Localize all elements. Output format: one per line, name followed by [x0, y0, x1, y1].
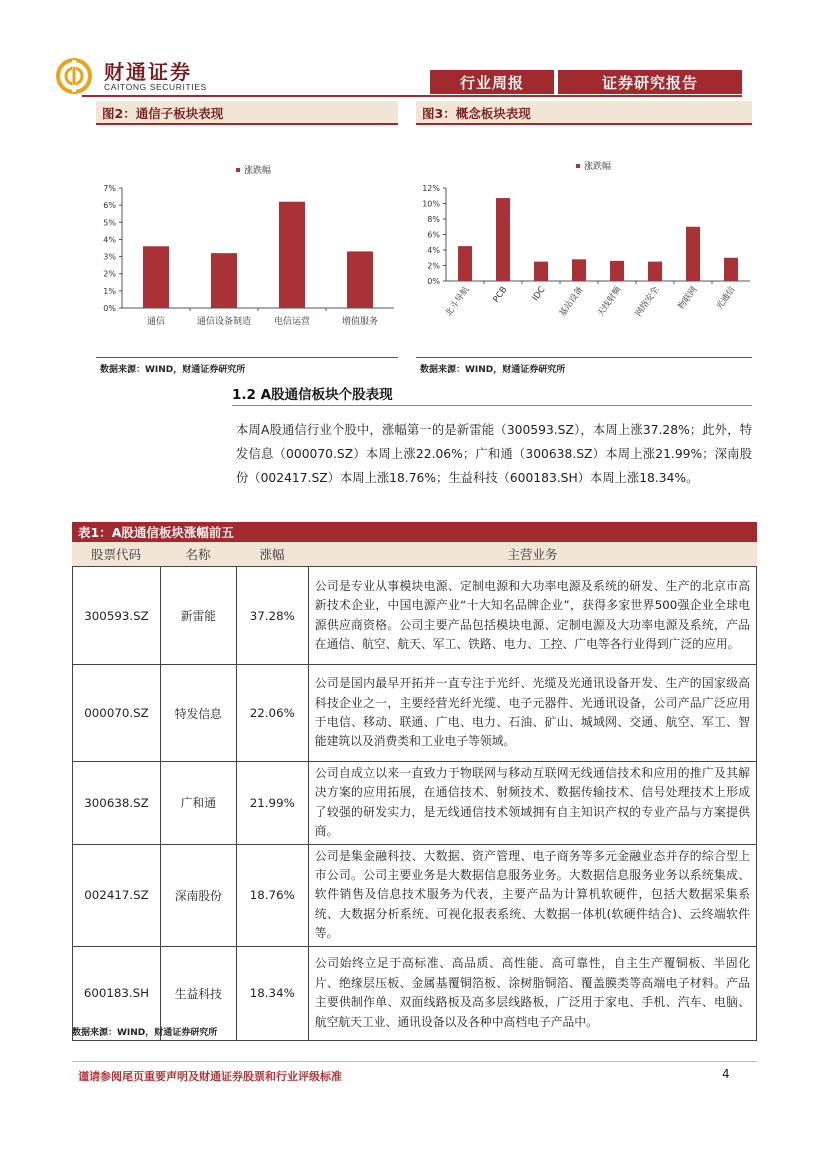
x-tick-label: 电信运营: [273, 317, 311, 327]
row-business: 公司自成立以来一直致力于物联网与移动互联网无线通信技术和应用的推广及其解决方案的应用拓展，在通信技术、射频技术、数据传输技术、信号处理技术上形成了较强的研发实力，是无线通信技术领域拥有自主知识产权的专业产品与方案提供商。: [308, 762, 756, 845]
footer-disclaimer: 谨请参阅尾页重要声明及财通证券股票和行业评级标准: [78, 1070, 342, 1083]
row-code: 300593.SZ: [73, 567, 161, 665]
x-tick-label: 北斗导航: [443, 284, 472, 319]
row-business: 公司是国内最早开拓并一直专注于光纤、光缆及光通讯设备开发、生产的国家级高科技企业之一，主要经营光纤光缆、电子元器件、光通讯设备，公司产品广泛应用于电信、移动、联通、广电、电力、石油、矿山、城域网、交通、航空、军工、智能建筑以及消费类和工业电子等领域。: [308, 665, 756, 762]
y-tick-label: 6%: [427, 230, 440, 240]
header-divider: [82, 95, 742, 97]
table-row: [73, 762, 757, 845]
row-change: 18.34%: [236, 946, 308, 1040]
figure3-title: [416, 101, 752, 125]
table-row: [73, 665, 757, 762]
x-tick-label: 通信设备制造: [196, 317, 252, 327]
row-name: 新雷能: [160, 567, 236, 665]
table-row: [73, 844, 757, 946]
row-business: 公司是专业从事模块电源、定制电源和大功率电源及系统的研发、生产的北京市高新技术企业，中国电源产业“十大知名品牌企业”，获得多家世界500强企业全球电源供应商资格。公司主要产品包括模块电源、定制电源及大功率电源及系统，产品在通信、航空、航天、军工、铁路、电力、工控、广电等各行业得到广泛的应用。: [308, 567, 756, 665]
y-tick-label: 4%: [103, 235, 116, 245]
y-tick-label: 0%: [427, 277, 440, 286]
row-change: 21.99%: [236, 762, 308, 845]
row-name: 深南股份: [160, 844, 236, 946]
x-tick-label: 基站设备: [557, 284, 586, 319]
row-change: 18.76%: [236, 844, 308, 946]
y-tick-label: 0%: [103, 304, 116, 313]
figure2-source-line: [96, 357, 398, 358]
y-tick-label: 6%: [103, 201, 116, 211]
x-tick-label: 增值服务: [341, 317, 379, 327]
bar: [610, 261, 624, 281]
header-tab-weekly: 行业周报: [430, 70, 554, 94]
y-tick-label: 5%: [103, 218, 116, 228]
row-name: 特发信息: [160, 665, 236, 762]
figure2-title-text: 图2：通信子板块表现: [102, 106, 224, 121]
section-paragraph: 本周A股通信行业个股中，涨幅第一的是新雷能（300593.SZ），本周上涨37.28%；此外，特发信息（000070.SZ）本周上涨22.06%；广和通（300638.SZ）本周上涨21.99%；深南股份（002417.SZ）本周上涨18.76%；生益科技（600183.SH）本周上涨18.34%。: [236, 423, 752, 485]
row-code: 600183.SH: [73, 946, 161, 1040]
y-tick-label: 2%: [103, 269, 116, 279]
x-tick-label: 通信: [146, 317, 166, 327]
figure2-chart: [96, 150, 398, 350]
row-change: 37.28%: [236, 567, 308, 665]
figure2-source: 数据来源：WIND，财通证券研究所: [100, 365, 246, 375]
bar: [347, 251, 373, 308]
y-tick-label: 1%: [103, 286, 116, 296]
bar: [496, 198, 510, 281]
table-source: 数据来源：WIND，财通证券研究所: [72, 1028, 218, 1038]
x-tick-label: PCB: [491, 284, 510, 305]
legend-swatch: [236, 168, 240, 172]
legend-swatch: [576, 164, 580, 168]
y-tick-label: 8%: [427, 215, 440, 224]
company-name-en: CAITONG SECURITIES: [104, 82, 207, 92]
row-code: 000070.SZ: [73, 665, 161, 762]
y-tick-label: 3%: [103, 252, 116, 262]
row-name: 生益科技: [160, 946, 236, 1040]
company-name-cn: 财通证券: [104, 60, 192, 84]
figure3-title-text: 图3：概念板块表现: [422, 106, 531, 121]
bar: [686, 227, 700, 281]
row-name: 广和通: [160, 762, 236, 845]
header-tab-report: 证券研究报告: [558, 70, 742, 94]
y-tick-label: 4%: [427, 246, 440, 255]
bar: [572, 259, 586, 281]
bar: [211, 253, 237, 308]
figure3-chart: [416, 150, 752, 350]
bar: [534, 262, 548, 281]
table-header: [72, 542, 757, 566]
company-logo-icon: [56, 58, 92, 94]
bar: [648, 262, 662, 281]
table-header-name: 名称: [185, 547, 211, 562]
table-header-change: 涨幅: [259, 547, 285, 562]
row-change: 22.06%: [236, 665, 308, 762]
bar: [143, 246, 169, 308]
x-tick-label: 网络安全: [633, 284, 662, 319]
table-header-business: 主营业务: [507, 547, 558, 562]
bar: [458, 246, 472, 281]
y-tick-label: 7%: [103, 184, 116, 193]
section-title: 1.2 A股通信板块个股表现: [232, 387, 393, 403]
bar: [279, 202, 305, 308]
x-tick-label: 光通信: [714, 284, 738, 312]
x-tick-label: 天线射频: [595, 284, 624, 319]
table-header-code: 股票代码: [90, 547, 141, 562]
section-divider: [232, 405, 752, 406]
footer-divider: [72, 1061, 757, 1062]
row-code: 002417.SZ: [73, 844, 161, 946]
x-tick-label: 物联网: [676, 284, 700, 312]
figure2-title: [96, 101, 398, 125]
bar: [724, 258, 738, 281]
row-business: 公司始终立足于高标准、高品质、高性能、高可靠性，自主生产覆铜板、半固化片、绝缘层压板、金属基覆铜箔板、涂树脂铜箔、覆盖膜类等高端电子材料。产品主要供制作单、双面线路板及高多层线路板，广泛用于家电、手机、汽车、电脑、航空航天工业、通讯设备以及各种中高档电子产品中。: [308, 946, 756, 1040]
y-tick-label: 10%: [422, 199, 440, 209]
table-title: 表1：A股通信板块涨幅前五: [72, 522, 757, 542]
table-row: [73, 567, 757, 665]
y-tick-label: 12%: [422, 184, 440, 193]
row-business: 公司是集金融科技、大数据、资产管理、电子商务等多元金融业态并存的综合型上市公司。公司主要业务是大数据信息服务业务。大数据信息服务业务以系统集成、软件销售及信息技术服务为代表，主要产品为计算机软硬件，包括大数据采集系统、大数据分析系统、可视化报表系统、大数据一体机(软硬件结合)、云终端软件等。: [308, 844, 756, 946]
figure3-source: 数据来源：WIND，财通证券研究所: [420, 365, 566, 375]
legend-label: 涨跌幅: [244, 166, 272, 176]
row-code: 300638.SZ: [73, 762, 161, 845]
y-tick-label: 2%: [427, 261, 440, 271]
page-number: 4: [722, 1067, 730, 1081]
legend-label: 涨跌幅: [584, 162, 612, 172]
x-tick-label: IDC: [530, 284, 548, 304]
figure3-source-line: [416, 357, 752, 358]
top5-table: [72, 566, 757, 1041]
